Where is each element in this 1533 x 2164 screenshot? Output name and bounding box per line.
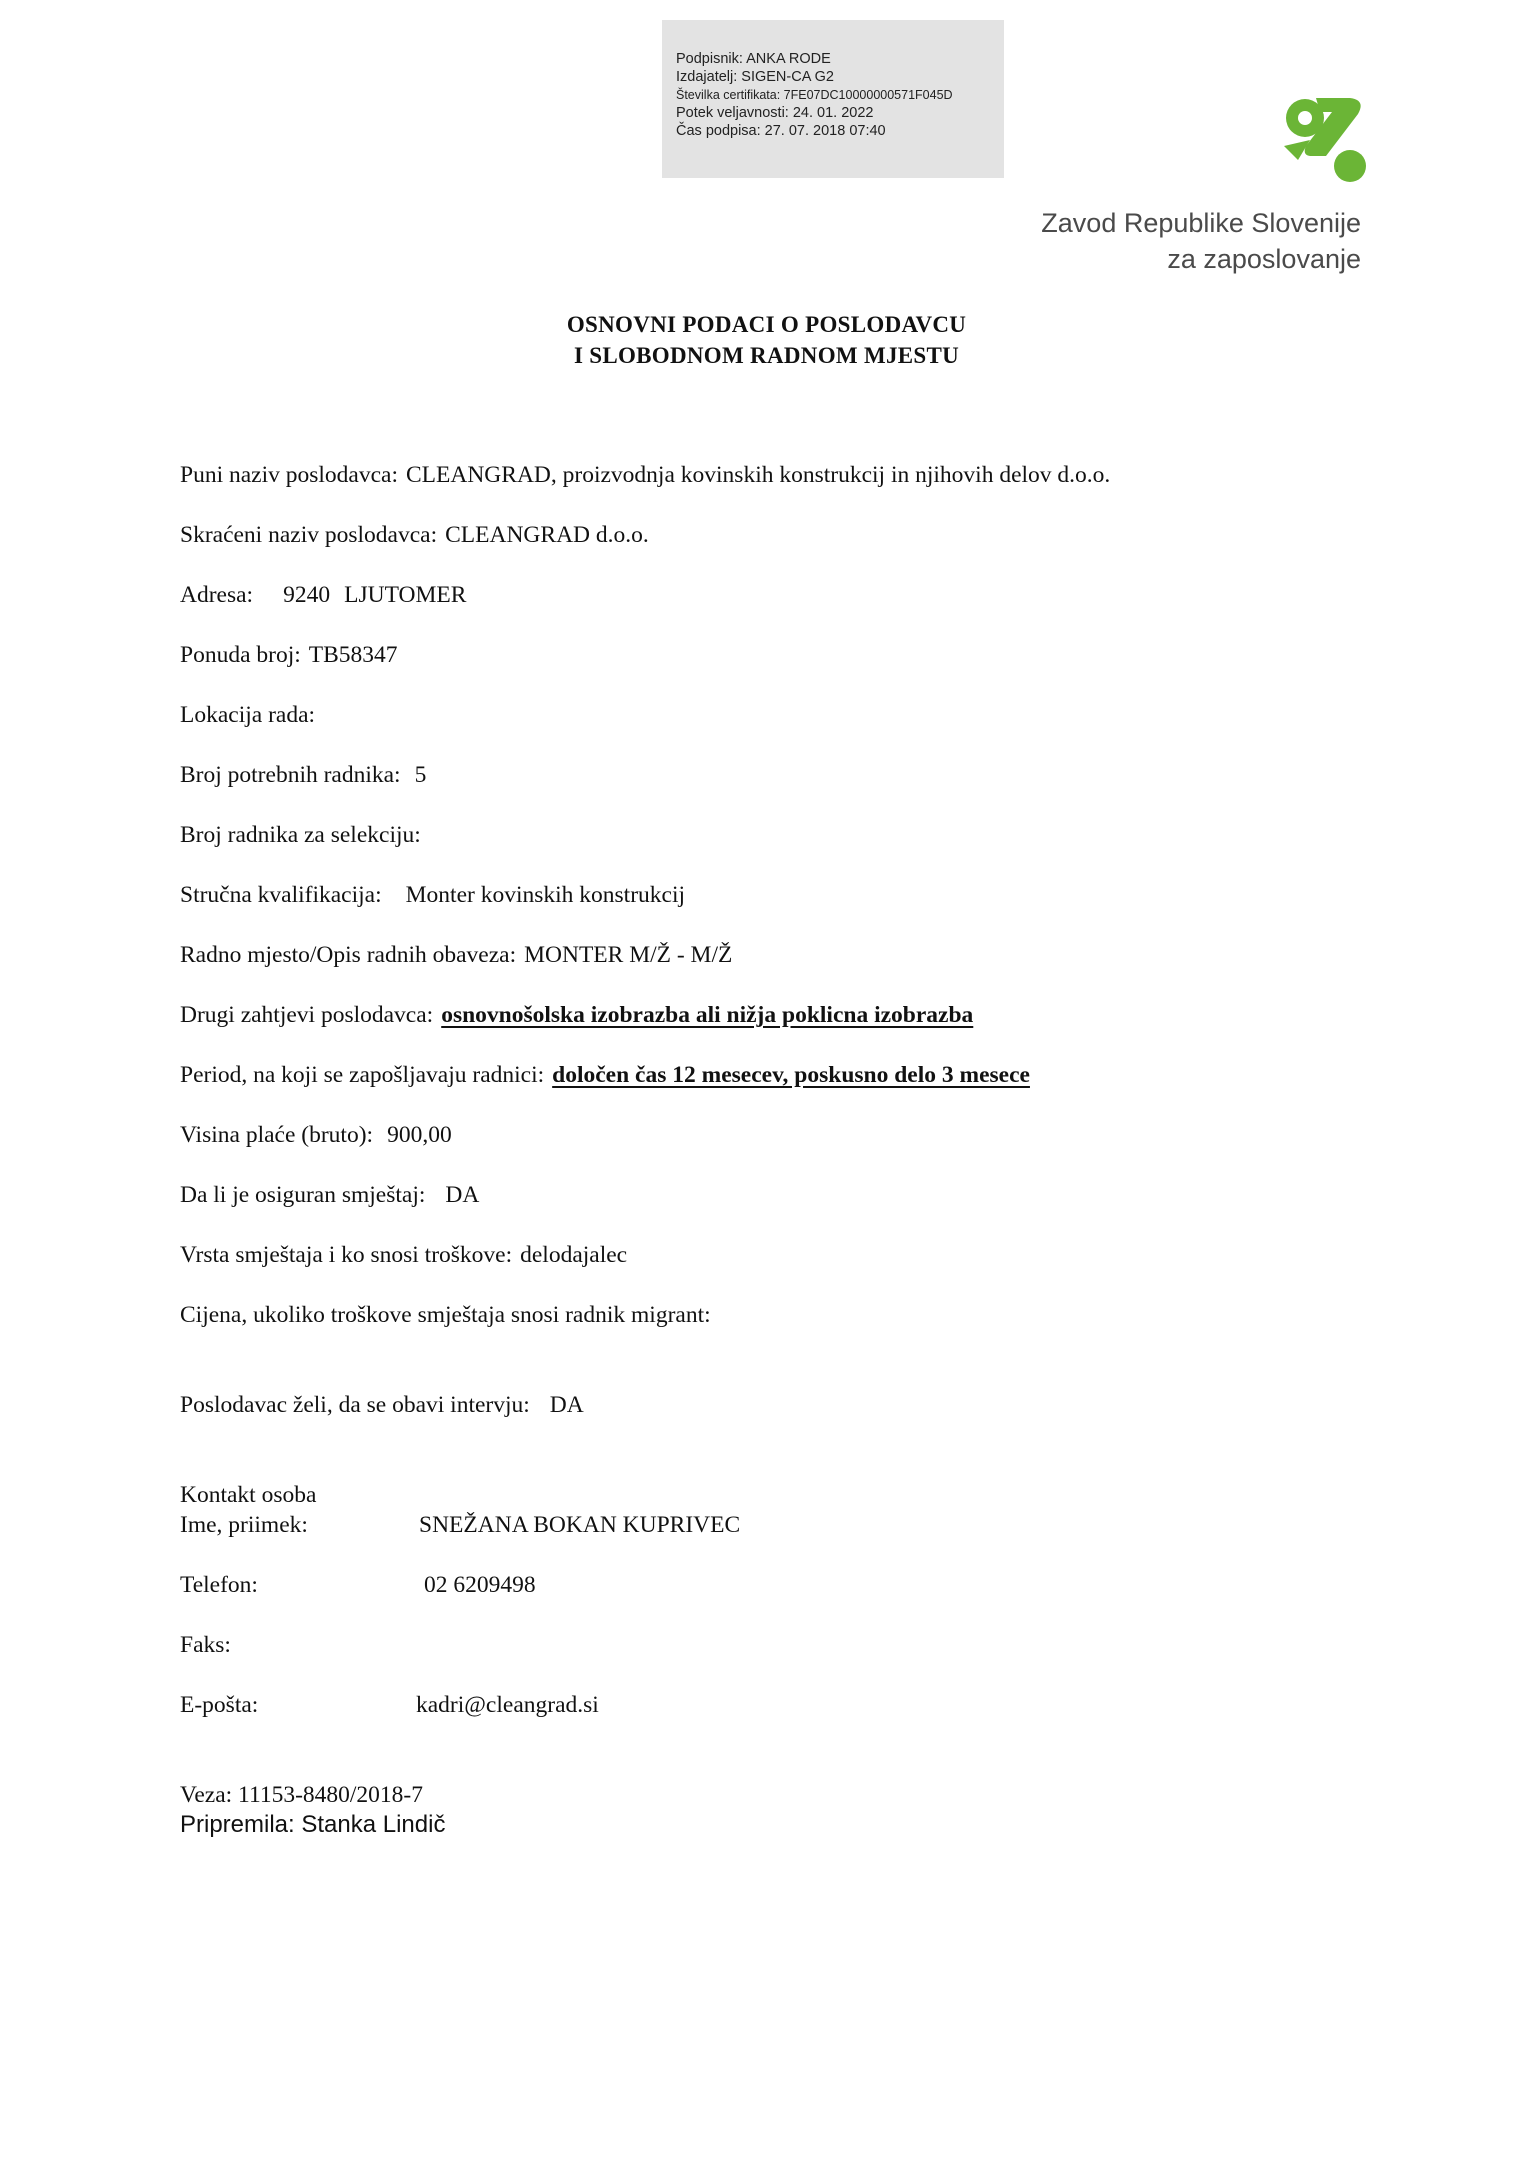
field-position: [180, 940, 732, 970]
field-label: Period, na koji se zapošljavaju radnici:: [180, 1062, 545, 1088]
field-label: Broj potrebnih radnika:: [180, 762, 401, 788]
field-offer-number: [180, 640, 398, 670]
field-label: Skraćeni naziv poslodavca:: [180, 522, 438, 548]
field-label: Adresa:: [180, 582, 254, 608]
field-label: Ponuda broj:: [180, 642, 301, 668]
field-label: Visina plaće (bruto):: [180, 1122, 374, 1148]
contact-name-label: Ime, priimek:: [180, 1512, 308, 1538]
field-value: Monter kovinskih konstrukcij: [405, 882, 686, 908]
field-value: DA: [549, 1392, 584, 1418]
field-value: 900,00: [387, 1122, 452, 1148]
contact-phone: [180, 1570, 258, 1600]
field-value: določen čas 12 mesecev, poskusno delo 3 mesece: [552, 1062, 1030, 1088]
signature-certificate: Številka certifikata: 7FE07DC10000000571F045D: [676, 88, 953, 102]
zrss-logo-icon: [1280, 94, 1370, 184]
organization-name-line2: za zaposlovanje: [1167, 244, 1361, 274]
document-title: [0, 309, 1533, 371]
field-label: Stručna kvalifikacija:: [180, 882, 382, 908]
field-housing-provided: [180, 1180, 479, 1210]
signature-signed-at: Čas podpisa: 27. 07. 2018 07:40: [676, 123, 886, 139]
organization-name: [1041, 205, 1361, 277]
field-value: osnovnošolska izobrazba ali nižja poklicna izobrazba: [441, 1002, 974, 1028]
field-employment-period: [180, 1060, 1030, 1090]
field-label: Broj radnika za selekciju:: [180, 822, 421, 848]
field-value: 5: [414, 762, 427, 788]
contact-phone-label: Telefon:: [180, 1572, 258, 1598]
field-label: Vrsta smještaja i ko snosi troškove:: [180, 1242, 513, 1268]
field-value: MONTER M/Ž - M/Ž: [524, 942, 733, 968]
field-label: Lokacija rada:: [180, 702, 316, 728]
contact-fax-label: Faks:: [180, 1632, 231, 1658]
contact-phone-value: 02 6209498: [424, 1572, 536, 1598]
reference-number: Veza: 11153-8480/2018-7: [180, 1782, 423, 1808]
field-workers-needed: [180, 760, 426, 790]
field-workers-selection: [180, 820, 421, 850]
field-other-requirements: [180, 1000, 973, 1030]
document-title-line1: OSNOVNI PODACI O POSLODAVCU: [566, 312, 967, 337]
field-value: CLEANGRAD, proizvodnja kovinskih konstrukcij in njihovih delov d.o.o.: [405, 462, 1111, 488]
address-postcode: 9240: [283, 582, 331, 608]
address-city: LJUTOMER: [344, 582, 467, 608]
contact-fax: [180, 1630, 231, 1660]
field-housing-price: [180, 1300, 711, 1330]
field-salary: [180, 1120, 452, 1150]
contact-name-value: SNEŽANA BOKAN KUPRIVEC: [419, 1512, 741, 1538]
field-label: Radno mjesto/Opis radnih obaveza:: [180, 942, 517, 968]
prepared-by: Pripremila: Stanka Lindič: [180, 1811, 446, 1838]
contact-email-value[interactable]: kadri@cleangrad.si: [416, 1692, 599, 1718]
field-address: [180, 580, 466, 610]
field-work-location: [180, 700, 315, 730]
field-label: Poslodavac želi, da se obavi intervju:: [180, 1392, 530, 1418]
field-short-name: [180, 520, 649, 550]
field-housing-type: [180, 1240, 627, 1270]
document-title-line2: I SLOBODNOM RADNOM MJESTU: [573, 343, 960, 368]
field-label: Cijena, ukoliko troškove smještaja snosi radnik migrant:: [180, 1302, 711, 1328]
organization-name-line1: Zavod Republike Slovenije: [1041, 208, 1361, 238]
field-qualification: [180, 880, 685, 910]
field-full-name: [180, 460, 1110, 490]
field-interview: [180, 1390, 584, 1420]
signature-validity: Potek veljavnosti: 24. 01. 2022: [676, 105, 874, 121]
field-label: Puni naziv poslodavca:: [180, 462, 398, 488]
signature-issuer: Izdajatelj: SIGEN-CA G2: [676, 69, 834, 85]
contact-email-label: E-pošta:: [180, 1692, 259, 1718]
field-value: DA: [445, 1182, 480, 1208]
contact-heading: Kontakt osoba: [180, 1482, 317, 1508]
signature-signer: Podpisnik: ANKA RODE: [676, 51, 831, 67]
field-value: delodajalec: [520, 1242, 628, 1268]
field-label: Drugi zahtjevi poslodavca:: [180, 1002, 434, 1028]
field-value: CLEANGRAD d.o.o.: [445, 522, 649, 548]
field-label: Da li je osiguran smještaj:: [180, 1182, 426, 1208]
signature-box: [662, 20, 1004, 178]
field-value: TB58347: [308, 642, 398, 668]
contact-name: [180, 1510, 308, 1540]
contact-email: [180, 1690, 258, 1720]
